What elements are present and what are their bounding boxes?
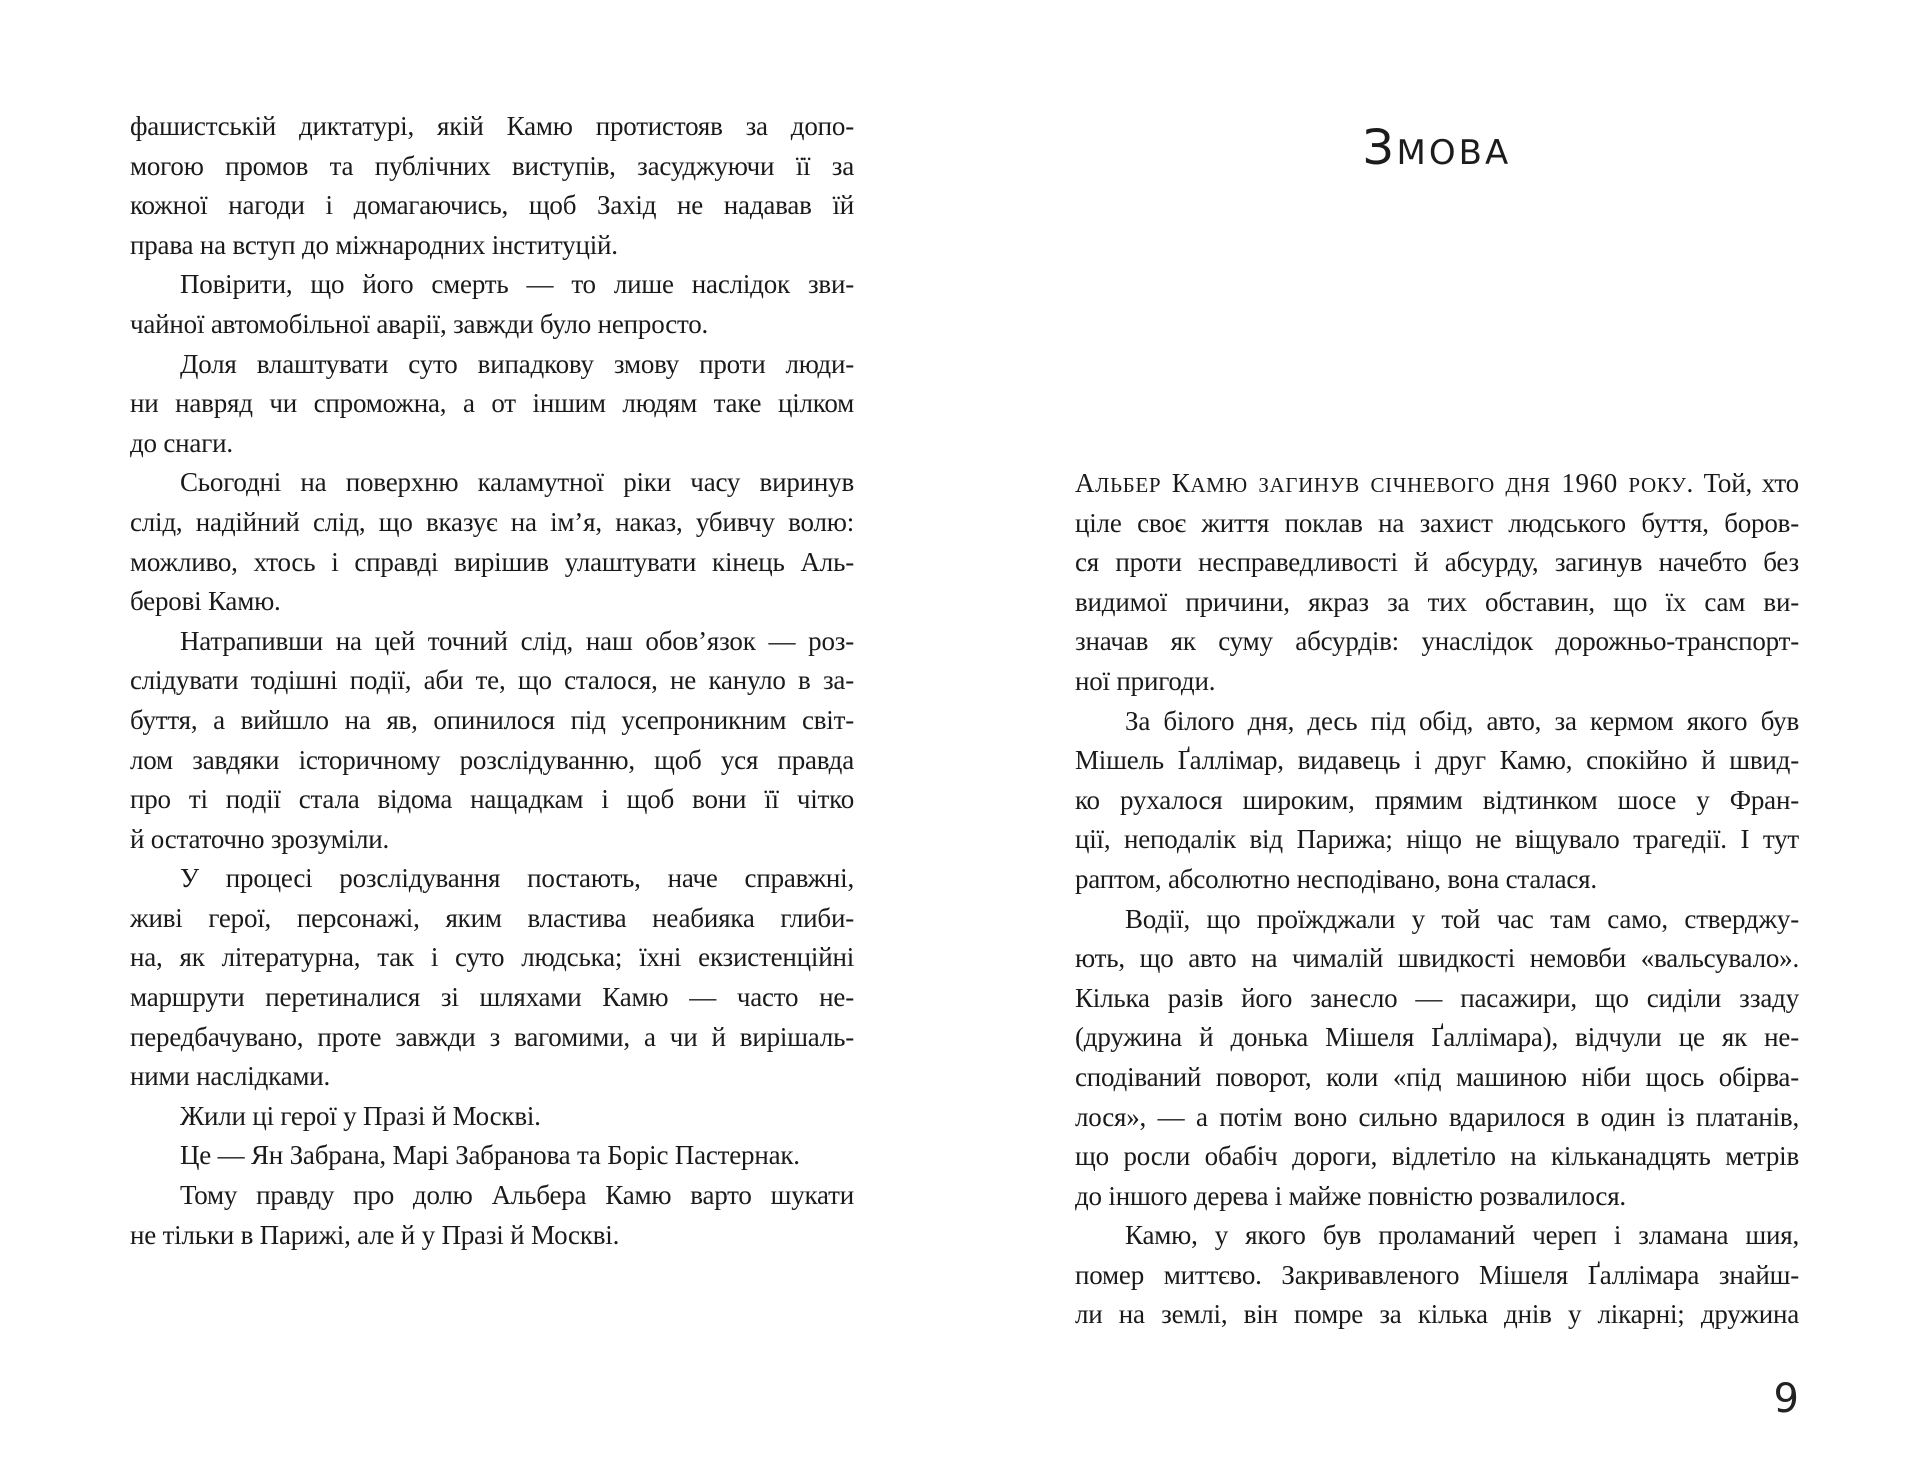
text-line: Сьогодні на поверхню каламутної ріки часу виринув (180, 467, 854, 498)
text-line: значав як суму абсурдів: унаслідок дорожньо-транспорт- (1075, 626, 1799, 657)
text-line: Водії, що проїжджали у той час там само, стверджу- (1125, 903, 1799, 934)
text-line: ними наслідками. (130, 1061, 331, 1092)
text-line: ли на землі, він помре за кілька днів у лікарні; дружина (1075, 1299, 1799, 1330)
text-line: сподіваний поворот, коли «під машиною ніби щось обірва- (1075, 1061, 1799, 1092)
text-line: кожної нагоди і домагаючись, щоб Захід не надавав їй (130, 190, 854, 221)
text-line: передбачувано, проте завжди з вагомими, а чи й вирішаль- (130, 1021, 854, 1052)
text-line: й остаточно зрозуміли. (130, 823, 390, 854)
text-line: слід, надійний слід, що вказує на ім’я, наказ, убивчу волю: (130, 506, 854, 537)
text-line: Мішель Ґаллімар, видавець і друг Камю, спокійно й швид- (1075, 745, 1799, 776)
title-rest: МОВА (1396, 133, 1512, 173)
text-line: Тому правду про долю Альбера Камю варто шукати (180, 1180, 854, 1211)
text-line: до снаги. (130, 427, 233, 458)
text-line: маршрути перетиналися зі шляхами Камю — часто не- (130, 982, 854, 1013)
text-line: могою промов та публічних виступів, засуджуючи її за (130, 150, 854, 181)
text-line: лом завдяки історичному розслідуванню, щоб уся правда (130, 744, 854, 775)
lead-rest: Той, хто (1693, 468, 1799, 498)
text-line: слідувати тодішні події, аби те, що сталося, не кануло в за- (130, 665, 854, 696)
text-line (1075, 464, 1799, 504)
text-line: ції, неподалік від Парижа; ніщо не віщувало трагедії. І тут (1075, 824, 1799, 855)
text-line: Доля влаштувати суто випадкову змову проти люди- (180, 348, 854, 379)
text-line: помер миттєво. Закривавленого Мішеля Ґаллімара знайш- (1075, 1259, 1799, 1290)
text-line: У процесі розслідування постають, наче справжні, (180, 863, 854, 894)
text-line: ної пригоди. (1075, 665, 1216, 696)
smallcaps-lead: АЛЬБЕР КАМЮ ЗАГИНУВ СІЧНЕВОГО ДНЯ 1960 РОКУ. (1075, 468, 1694, 498)
text-line: За білого дня, десь під обід, авто, за кермом якого був (1125, 705, 1799, 736)
page-number: 9 (1773, 1376, 1799, 1422)
text-line: що росли обабіч дороги, відлетіло на кільканадцять метрів (1075, 1141, 1799, 1172)
text-line: Натрапивши на цей точний слід, наш обов’язок — роз- (180, 625, 854, 656)
text-line: про ті події стала відома нащадкам і щоб вони її чітко (130, 784, 854, 815)
text-line: ни навряд чи спроможна, а от іншим людям таке цілком (130, 388, 854, 419)
text-line: берові Камю. (130, 586, 281, 617)
text-line: на, як літературна, так і суто людська; їхні екзистенційні (130, 942, 854, 973)
text-line: раптом, абсолютно несподівано, вона сталася. (1075, 863, 1597, 894)
left-page-text (130, 107, 854, 1255)
text-line: до іншого дерева і майже повністю розвалилося. (1075, 1180, 1626, 1211)
text-line: можливо, хтось і справді вирішив улаштувати кінець Аль- (130, 546, 854, 577)
text-line: (дружина й донька Мішеля Ґаллімара), відчули це як не- (1075, 1022, 1799, 1053)
text-line: ціле своє життя поклав на захист людського буття, боров- (1075, 507, 1799, 538)
chapter-title (1075, 120, 1799, 177)
text-line: Повірити, що його смерть — то лише наслідок зви- (180, 269, 854, 300)
text-line: Камю, у якого був проламаний череп і зламана шия, (1125, 1220, 1799, 1251)
text-line: Це — Ян Забрана, Марі Забранова та Боріс Пастернак. (180, 1140, 800, 1171)
text-line: чайної автомобільної аварії, завжди було непросто. (130, 308, 709, 339)
text-line: ся проти несправедливості й абсурду, загинув начебто без (1075, 547, 1799, 578)
text-line: живі герої, персонажі, яким властива неабияка глиби- (130, 902, 854, 933)
title-initial: З (1362, 120, 1397, 176)
text-line: ють, що авто на чималій швидкості немовби «вальсувало». (1075, 943, 1799, 974)
text-line: лося», — а потім воно сильно вдарилося в один із платанів, (1075, 1101, 1799, 1132)
right-page-text (1075, 464, 1799, 1335)
text-line: видимої причини, якраз за тих обставин, що їх сам ви- (1075, 586, 1799, 617)
text-line: ко рухалося широким, прямим відтинком шосе у Фран- (1075, 784, 1799, 815)
text-line: права на вступ до міжнародних інституцій. (130, 229, 618, 260)
text-line: Кілька разів його занесло — пасажири, що сиділи ззаду (1075, 982, 1799, 1013)
text-line: Жили ці герої у Празі й Москві. (180, 1100, 541, 1131)
text-line: не тільки в Парижі, але й у Празі й Москві. (130, 1219, 620, 1250)
text-line: фашистській диктатурі, якій Камю протистояв за допо- (130, 111, 854, 141)
text-line: буття, а вийшло на яв, опинилося під усепроникним світ- (130, 704, 854, 735)
